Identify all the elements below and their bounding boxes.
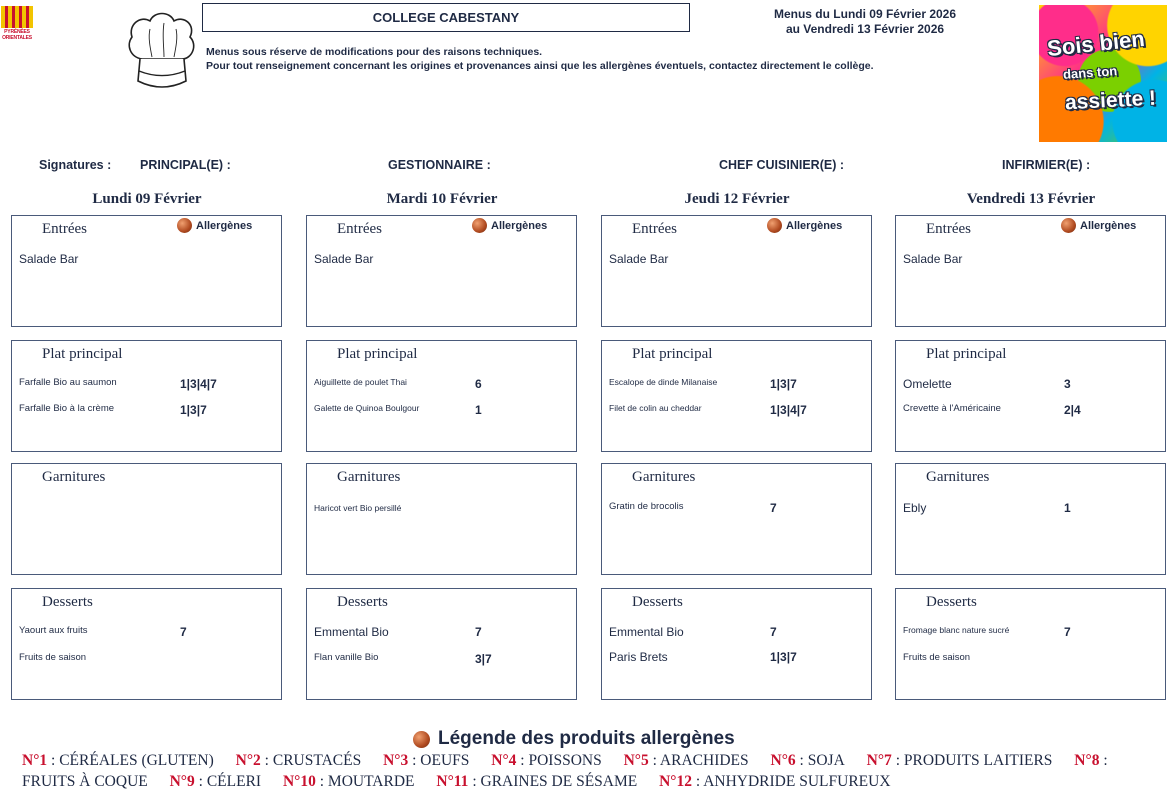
dish-name: Emmental Bio [314,625,389,639]
signature-infirmier: INFIRMIER(E) : [1002,158,1091,172]
signature-chef: CHEF CUISINIER(E) : [719,158,844,172]
allergen-codes: 1|3|4|7 [180,377,217,391]
department-logo-text: PYRÉNÉES ORIENTALES [2,29,32,41]
allergen-icon [177,218,192,233]
desserts-box [11,588,282,700]
legend-label: : SOJA [795,752,845,769]
menu-item [609,501,869,517]
catalan-flag-icon [1,6,33,28]
dish-name: Fruits de saison [903,652,971,663]
menu-item [19,252,279,268]
legend-number: N°9 [169,773,195,790]
entrees-title: Entrées [632,221,677,237]
dish-name: Emmental Bio [609,625,684,639]
legend-label: : CÉRÉALES (GLUTEN) [47,752,214,769]
legend-number: N°2 [235,752,261,769]
plat-box [11,340,282,452]
plat-title: Plat principal [632,346,713,362]
dish-name: Fromage blanc nature sucré [903,625,1010,635]
garnitures-box [601,463,872,575]
desserts-title: Desserts [42,594,93,610]
legend-title [413,728,735,750]
legend-label: : ANHYDRIDE SULFUREUX [692,773,891,790]
allergens-header [767,218,842,233]
legend-item [283,773,415,790]
allergen-codes: 7 [1064,625,1071,639]
allergens-header [472,218,547,233]
allergen-codes: 3|7 [475,652,492,666]
allergen-icon [767,218,782,233]
dish-name: Haricot vert Bio persillé [314,503,402,513]
allergen-icon [413,731,430,748]
menu-item [903,252,1163,268]
desserts-box [895,588,1166,700]
menu-item [903,652,1163,668]
legend-label: : GRAINES DE SÉSAME [468,773,638,790]
allergen-icon [472,218,487,233]
entrees-box [11,215,282,327]
dish-name: Filet de colin au cheddar [609,403,702,413]
legend-item [22,752,214,769]
department-logo [1,6,33,46]
slogan-part-1: Sois bien [1045,25,1146,62]
notice-line-2: Pour tout renseignement concernant les origines et provenances ainsi que les allergènes éventuels, contactez directement le collège. [206,60,874,72]
allergen-codes: 7 [770,501,777,515]
garnitures-box [11,463,282,575]
menu-item [314,403,574,419]
garnitures-title: Garnitures [632,469,696,485]
dish-name: Ebly [903,501,927,515]
allergen-codes: 7 [180,625,187,639]
legend-item [170,773,261,790]
signature-gestionnaire: GESTIONNAIRE : [388,158,491,172]
legend-number: N°6 [770,752,796,769]
legend-number: N°11 [436,773,469,790]
legend-label: : CÉLERI [194,773,262,790]
menu-item [903,403,1163,419]
menu-item [903,501,1163,517]
dish-name: Aiguillette de poulet Thai [314,377,407,387]
menu-item [19,652,279,668]
dish-name: Farfalle Bio à la crème [19,403,115,414]
college-title: COLLEGE CABESTANY [202,3,690,32]
day-title: Lundi 09 Février [92,191,202,207]
plat-title: Plat principal [337,346,418,362]
legend-title-text: Légende des produits allergènes [438,728,735,749]
legend-item [659,773,890,790]
legend-item [383,752,469,769]
desserts-title: Desserts [337,594,388,610]
legend-item [624,752,749,769]
allergen-legend [22,750,1157,792]
day-title: Mardi 10 Février [386,191,498,207]
slogan-part-3: assiette ! [1064,86,1157,115]
legend-number: N°8 [1074,752,1100,769]
legend-item [491,752,601,769]
allergen-codes: 6 [475,377,482,391]
menu-item [314,252,574,268]
dish-name: Salade Bar [19,252,79,266]
dish-name: Crevette à l'Américaine [903,403,1001,414]
dish-name: Gratin de brocolis [609,501,684,512]
allergen-codes: 1|3|4|7 [770,403,807,417]
allergen-codes: 1|3|7 [770,377,797,391]
legend-number: N°3 [383,752,409,769]
allergen-codes: 2|4 [1064,403,1081,417]
legend-label: : ARACHIDES [648,752,749,769]
legend-label: : POISSONS [516,752,602,769]
dish-name: Flan vanille Bio [314,652,379,663]
garnitures-title: Garnitures [926,469,990,485]
menu-item [609,377,869,393]
legend-label: : CRUSTACÉS [260,752,362,769]
dates-line-1: Menus du Lundi 09 Février 2026 [773,7,957,21]
allergen-codes: 1 [475,403,482,417]
legend-label: : MOUTARDE [315,773,415,790]
menu-item [314,625,574,641]
legend-label: : PRODUITS LAITIERS [891,752,1053,769]
garnitures-box [306,463,577,575]
allergens-label: Allergènes [786,219,843,232]
plat-box [601,340,872,452]
dish-name: Salade Bar [903,252,963,266]
signature-principal: PRINCIPAL(E) : [140,158,231,172]
legend-item [236,752,362,769]
allergen-codes: 3 [1064,377,1071,391]
dates-line-2: au Vendredi 13 Février 2026 [785,22,945,36]
allergen-codes: 7 [770,625,777,639]
menu-item [609,252,869,268]
legend-number: N°5 [623,752,649,769]
desserts-title: Desserts [632,594,683,610]
menu-item [903,625,1163,641]
garnitures-title: Garnitures [337,469,401,485]
chef-hat-icon [124,7,200,89]
menu-item [609,650,869,666]
menu-item [314,503,574,519]
allergens-header [177,218,252,233]
legend-item [867,752,1053,769]
garnitures-title: Garnitures [42,469,106,485]
garnitures-box [895,463,1166,575]
entrees-title: Entrées [42,221,87,237]
menu-item [314,377,574,393]
allergen-codes: 1|3|7 [180,403,207,417]
dish-name: Paris Brets [609,650,668,664]
dish-name: Yaourt aux fruits [19,625,88,636]
sois-bien-logo [1039,5,1167,142]
menu-item [19,377,279,393]
menu-item [609,625,869,641]
legend-number: N°4 [491,752,517,769]
dish-name: Omelette [903,377,952,391]
allergen-codes: 1 [1064,501,1071,515]
notice-line-1: Menus sous réserve de modifications pour des raisons techniques. [206,46,543,58]
entrees-box [306,215,577,327]
allergens-label: Allergènes [491,219,548,232]
legend-number: N°12 [659,773,693,790]
allergens-header [1061,218,1136,233]
desserts-box [306,588,577,700]
signatures-label: Signatures : [39,158,112,172]
day-title: Jeudi 12 Février [684,191,790,207]
plat-box [306,340,577,452]
entrees-box [895,215,1166,327]
legend-number: N°10 [282,773,316,790]
legend-number: N°1 [22,752,48,769]
day-title: Vendredi 13 Février [966,191,1096,207]
dish-name: Galette de Quinoa Boulgour [314,403,420,413]
legend-label: : FRUITS À COQUE [22,752,1108,790]
dish-name: Fruits de saison [19,652,87,663]
legend-label: : OEUFS [408,752,470,769]
plat-box [895,340,1166,452]
allergens-label: Allergènes [196,219,253,232]
menu-item [314,652,574,668]
dish-name: Escalope de dinde Milanaise [609,377,718,387]
allergens-label: Allergènes [1080,219,1137,232]
dish-name: Farfalle Bio au saumon [19,377,117,388]
entrees-title: Entrées [926,221,971,237]
dish-name: Salade Bar [314,252,374,266]
legend-item [436,773,637,790]
allergen-icon [1061,218,1076,233]
legend-item [771,752,845,769]
desserts-title: Desserts [926,594,977,610]
dish-name: Salade Bar [609,252,669,266]
menu-notice [206,45,874,73]
plat-title: Plat principal [926,346,1007,362]
entrees-box [601,215,872,327]
menu-item [19,403,279,419]
entrees-title: Entrées [337,221,382,237]
plat-title: Plat principal [42,346,123,362]
allergen-codes: 1|3|7 [770,650,797,664]
menu-item [903,377,1163,393]
menu-dates [750,7,980,37]
legend-number: N°7 [866,752,892,769]
menu-item [609,403,869,419]
desserts-box [601,588,872,700]
slogan-part-2: dans ton [1062,63,1118,82]
menu-item [19,625,279,641]
allergen-codes: 7 [475,625,482,639]
